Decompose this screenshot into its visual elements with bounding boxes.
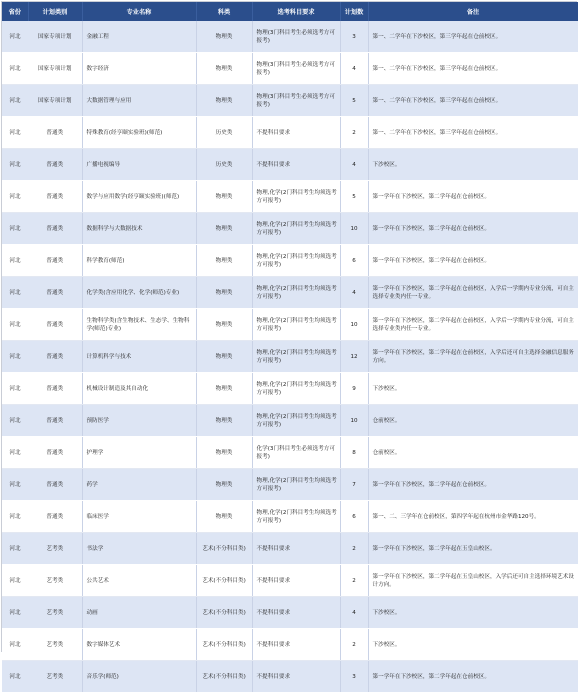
subject-requirement-cell: 物理,化学(2门科目考生均须选考方可报考) [252,245,340,277]
plan-category-cell: 艺考类 [28,661,82,693]
province-cell: 河北 [2,181,28,213]
remarks-cell: 仓前校区。 [368,405,578,437]
subject-type-cell: 物理类 [196,245,252,277]
plan-count-cell: 10 [340,405,368,437]
header-subject-type: 科类 [196,2,252,21]
major-name-cell: 动画 [82,597,196,629]
plan-category-cell: 普通类 [28,213,82,245]
subject-type-cell: 物理类 [196,373,252,405]
plan-category-cell: 普通类 [28,181,82,213]
major-name-cell: 特殊教育(经亨颐实验班)(师范) [82,117,196,149]
major-name-cell: 数字经济 [82,53,196,85]
province-cell: 河北 [2,437,28,469]
major-name-cell: 数字媒体艺术 [82,629,196,661]
subject-requirement-cell: 物理,化学(2门科目考生均须选考方可报考) [252,341,340,373]
remarks-cell: 第一学年在下沙校区，第二学年起在仓前校区，入学后一学期内专业分流，可自主选择专业类内任一专业。 [368,277,578,309]
plan-count-cell: 8 [340,437,368,469]
subject-requirement-cell: 物理,化学(2门科目考生均须选考方可报考) [252,373,340,405]
plan-count-cell: 7 [340,469,368,501]
major-name-cell: 药学 [82,469,196,501]
plan-category-cell: 普通类 [28,245,82,277]
remarks-cell: 第一学年在下沙校区，第二学年起在玉皇山校区，入学后还可自主选择环境艺术设计方向。 [368,565,578,597]
plan-category-cell: 普通类 [28,501,82,533]
subject-type-cell: 物理类 [196,501,252,533]
plan-count-cell: 3 [340,661,368,693]
province-cell: 河北 [2,309,28,341]
plan-category-cell: 国家专项计划 [28,53,82,85]
subject-type-cell: 艺术(不分科目类) [196,565,252,597]
plan-category-cell: 艺考类 [28,533,82,565]
subject-type-cell: 艺术(不分科目类) [196,629,252,661]
table-row [2,437,578,469]
remarks-cell: 第一、二、三学年在仓前校区，第四学年起在杭州市金华路120号。 [368,501,578,533]
province-cell: 河北 [2,149,28,181]
subject-requirement-cell: 不提科目要求 [252,597,340,629]
major-name-cell: 金融工程 [82,21,196,53]
remarks-cell: 第一、二学年在下沙校区，第三学年起在仓前校区。 [368,53,578,85]
table-row [2,21,578,53]
subject-requirement-cell: 物理,化学(2门科目考生均须选考方可报考) [252,277,340,309]
major-name-cell: 数学与应用数学(经亨颐实验班)(师范) [82,181,196,213]
subject-requirement-cell: 物理,化学(2门科目考生均须选考方可报考) [252,181,340,213]
subject-requirement-cell: 物理,化学(2门科目考生均须选考方可报考) [252,469,340,501]
subject-type-cell: 物理类 [196,341,252,373]
province-cell: 河北 [2,117,28,149]
major-name-cell: 科学教育(师范) [82,245,196,277]
subject-requirement-cell: 物理(3门科目考生必须选考方可报考) [252,85,340,117]
table-row [2,309,578,341]
major-name-cell: 机械设计制造及其自动化 [82,373,196,405]
header-remarks: 备注 [368,2,578,21]
major-name-cell: 音乐学(师范) [82,661,196,693]
province-cell: 河北 [2,405,28,437]
subject-type-cell: 物理类 [196,181,252,213]
remarks-cell: 第一学年在下沙校区，第二学年起在仓前校区，入学后一学期内专业分流，可自主选择专业类内任一专业。 [368,309,578,341]
province-cell: 河北 [2,661,28,693]
major-name-cell: 化学类(含应用化学、化学(师范)专业) [82,277,196,309]
subject-type-cell: 物理类 [196,277,252,309]
major-name-cell: 生物科学类(含生物技术、生态学、生物科学(师范)专业) [82,309,196,341]
plan-count-cell: 4 [340,149,368,181]
remarks-cell: 第一、二学年在下沙校区，第三学年起在仓前校区。 [368,117,578,149]
plan-category-cell: 普通类 [28,149,82,181]
table-row [2,277,578,309]
table-row [2,245,578,277]
plan-category-cell: 普通类 [28,341,82,373]
table-row [2,213,578,245]
subject-requirement-cell: 物理,化学(2门科目考生均须选考方可报考) [252,405,340,437]
remarks-cell: 第一学年在下沙校区，第二学年起在仓前校区。 [368,181,578,213]
province-cell: 河北 [2,501,28,533]
table-row [2,501,578,533]
header-plan-count: 计划数 [340,2,368,21]
table-body [2,21,578,693]
header-subject-requirement: 选考科目要求 [252,2,340,21]
table-row [2,53,578,85]
province-cell: 河北 [2,565,28,597]
plan-category-cell: 国家专项计划 [28,85,82,117]
plan-count-cell: 6 [340,245,368,277]
plan-category-cell: 艺考类 [28,565,82,597]
plan-category-cell: 普通类 [28,405,82,437]
province-cell: 河北 [2,533,28,565]
table-row [2,117,578,149]
plan-category-cell: 普通类 [28,373,82,405]
table-row [2,85,578,117]
subject-type-cell: 物理类 [196,469,252,501]
remarks-cell: 下沙校区。 [368,149,578,181]
subject-requirement-cell: 物理,化学(2门科目考生均须选考方可报考) [252,501,340,533]
subject-requirement-cell: 物理(3门科目考生必须选考方可报考) [252,21,340,53]
table-row [2,405,578,437]
subject-type-cell: 物理类 [196,405,252,437]
plan-count-cell: 12 [340,341,368,373]
subject-type-cell: 物理类 [196,213,252,245]
plan-count-cell: 2 [340,117,368,149]
major-name-cell: 预防医学 [82,405,196,437]
header-province: 省份 [2,2,28,21]
plan-count-cell: 4 [340,53,368,85]
enrollment-plan-table [2,2,578,693]
subject-requirement-cell: 不提科目要求 [252,149,340,181]
subject-requirement-cell: 物理(3门科目考生必须选考方可报考) [252,53,340,85]
subject-type-cell: 艺术(不分科目类) [196,597,252,629]
plan-count-cell: 10 [340,213,368,245]
remarks-cell: 第一学年在下沙校区，第二学年起在仓前校区。 [368,469,578,501]
subject-type-cell: 物理类 [196,309,252,341]
plan-category-cell: 普通类 [28,437,82,469]
subject-requirement-cell: 不提科目要求 [252,565,340,597]
province-cell: 河北 [2,629,28,661]
remarks-cell: 第一、二学年在下沙校区，第三学年起在仓前校区。 [368,21,578,53]
subject-type-cell: 历史类 [196,117,252,149]
plan-count-cell: 10 [340,309,368,341]
plan-count-cell: 6 [340,501,368,533]
major-name-cell: 公共艺术 [82,565,196,597]
province-cell: 河北 [2,597,28,629]
subject-type-cell: 物理类 [196,437,252,469]
plan-category-cell: 普通类 [28,469,82,501]
plan-count-cell: 2 [340,565,368,597]
major-name-cell: 数据科学与大数据技术 [82,213,196,245]
province-cell: 河北 [2,341,28,373]
province-cell: 河北 [2,469,28,501]
plan-category-cell: 国家专项计划 [28,21,82,53]
major-name-cell: 护理学 [82,437,196,469]
province-cell: 河北 [2,373,28,405]
remarks-cell: 下沙校区。 [368,597,578,629]
subject-type-cell: 历史类 [196,149,252,181]
subject-requirement-cell: 物理,化学(2门科目考生均须选考方可报考) [252,309,340,341]
remarks-cell: 下沙校区。 [368,629,578,661]
table-row [2,661,578,693]
subject-type-cell: 物理类 [196,85,252,117]
remarks-cell: 第一学年在下沙校区，第二学年起在仓前校区。 [368,245,578,277]
subject-requirement-cell: 物理,化学(2门科目考生均须选考方可报考) [252,213,340,245]
plan-category-cell: 普通类 [28,277,82,309]
plan-count-cell: 4 [340,597,368,629]
plan-count-cell: 5 [340,181,368,213]
subject-type-cell: 物理类 [196,21,252,53]
plan-count-cell: 2 [340,629,368,661]
remarks-cell: 第一学年在下沙校区，第二学年起在仓前校区，入学后还可自主选择金融信息服务方向。 [368,341,578,373]
remarks-cell: 第一学年在下沙校区，第二学年起在仓前校区。 [368,661,578,693]
plan-category-cell: 普通类 [28,117,82,149]
major-name-cell: 广播电视编导 [82,149,196,181]
province-cell: 河北 [2,21,28,53]
remarks-cell: 第一、二学年在下沙校区，第三学年起在仓前校区。 [368,85,578,117]
remarks-cell: 仓前校区。 [368,437,578,469]
subject-type-cell: 艺术(不分科目类) [196,533,252,565]
plan-count-cell: 3 [340,21,368,53]
table-row [2,565,578,597]
province-cell: 河北 [2,85,28,117]
province-cell: 河北 [2,53,28,85]
table-row [2,629,578,661]
table-row [2,341,578,373]
remarks-cell: 下沙校区。 [368,373,578,405]
header-plan-category: 计划类别 [28,2,82,21]
table-row [2,597,578,629]
subject-requirement-cell: 不提科目要求 [252,533,340,565]
province-cell: 河北 [2,277,28,309]
province-cell: 河北 [2,245,28,277]
enrollment-plan-document [1,1,577,680]
subject-requirement-cell: 不提科目要求 [252,661,340,693]
table-row [2,373,578,405]
province-cell: 河北 [2,213,28,245]
table-row [2,181,578,213]
remarks-cell: 第一学年在下沙校区，第二学年起在仓前校区。 [368,213,578,245]
plan-category-cell: 艺考类 [28,597,82,629]
plan-category-cell: 普通类 [28,309,82,341]
plan-count-cell: 2 [340,533,368,565]
plan-count-cell: 9 [340,373,368,405]
major-name-cell: 书法学 [82,533,196,565]
remarks-cell: 第一学年在下沙校区，第二学年起在玉皇山校区。 [368,533,578,565]
major-name-cell: 计算机科学与技术 [82,341,196,373]
subject-type-cell: 物理类 [196,53,252,85]
major-name-cell: 大数据管理与应用 [82,85,196,117]
plan-count-cell: 4 [340,277,368,309]
table-row [2,533,578,565]
table-header-row [2,2,578,21]
subject-requirement-cell: 不提科目要求 [252,117,340,149]
major-name-cell: 临床医学 [82,501,196,533]
subject-requirement-cell: 化学(3门科目考生必须选考方可报考) [252,437,340,469]
header-major-name: 专业名称 [82,2,196,21]
table-row [2,149,578,181]
table-row [2,469,578,501]
plan-category-cell: 艺考类 [28,629,82,661]
subject-requirement-cell: 不提科目要求 [252,629,340,661]
plan-count-cell: 5 [340,85,368,117]
subject-type-cell: 艺术(不分科目类) [196,661,252,693]
